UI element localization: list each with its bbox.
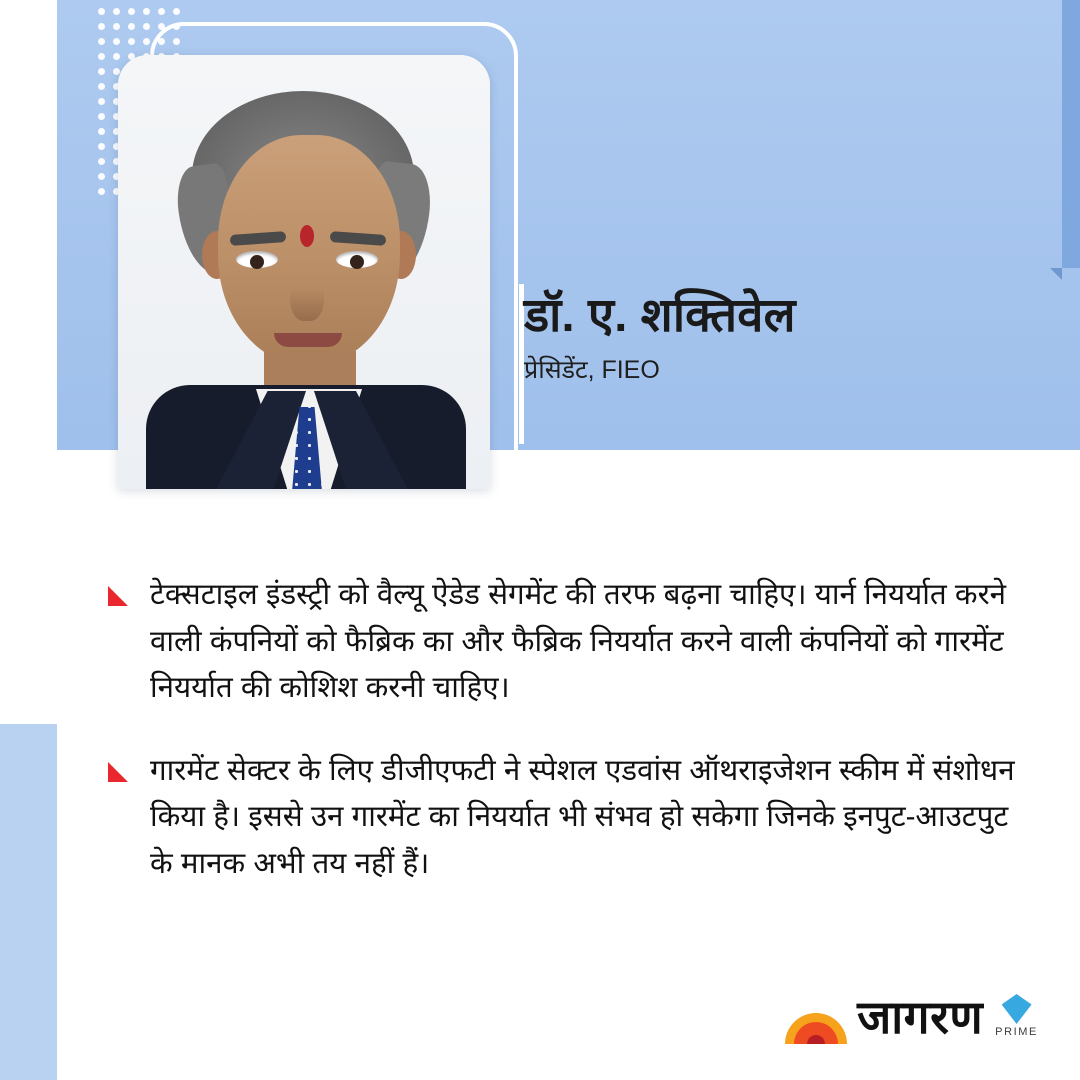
quote-list: [108, 572, 1020, 924]
triangle-bullet-icon: [108, 586, 128, 606]
prime-badge: [995, 994, 1038, 1038]
portrait-illustration: [118, 55, 490, 489]
pupil-right-shape: [350, 255, 364, 269]
list-item-text: गारमेंट सेक्टर के लिए डीजीएफटी ने स्पेशल एडवांस ऑथराइजेशन स्कीम में संशोधन किया है। इससे उन गारमेंट का नियर्यात भी संभव हो सकेगा जिनके इनपुट-आउटपुट के मानक अभी तय नहीं हैं।: [150, 753, 1015, 881]
header-right-tab: [1062, 0, 1080, 268]
name-block: [524, 288, 1044, 386]
list-item: [108, 572, 1020, 712]
nose-shape: [290, 267, 324, 321]
left-accent-block: [0, 724, 57, 1080]
sunrise-icon: [785, 988, 847, 1044]
brand-logo: [785, 982, 1038, 1050]
diamond-icon: [1002, 994, 1032, 1024]
prime-label: PRIME: [995, 1026, 1038, 1038]
tilak-mark: [300, 225, 314, 247]
person-role: प्रेसिडेंट, FIEO: [524, 356, 660, 385]
person-name: डॉ. ए. शक्तिवेल: [524, 288, 796, 341]
list-item: [108, 748, 1020, 888]
list-item-text: टेक्सटाइल इंडस्ट्री को वैल्यू ऐडेड सेगमेंट की तरफ बढ़ना चाहिए। यार्न नियर्यात करने वाली कंपनियों को फैब्रिक का और फैब्रिक नियर्यात करने वाली कंपनियों को गारमेंट नियर्यात की कोशिश करनी चाहिए।: [150, 578, 1007, 705]
face-shape: [218, 135, 400, 365]
triangle-bullet-icon: [108, 762, 128, 782]
portrait-photo: [118, 55, 490, 489]
mouth-shape: [274, 333, 342, 347]
pupil-left-shape: [250, 255, 264, 269]
brand-name: जागरण: [857, 991, 984, 1043]
